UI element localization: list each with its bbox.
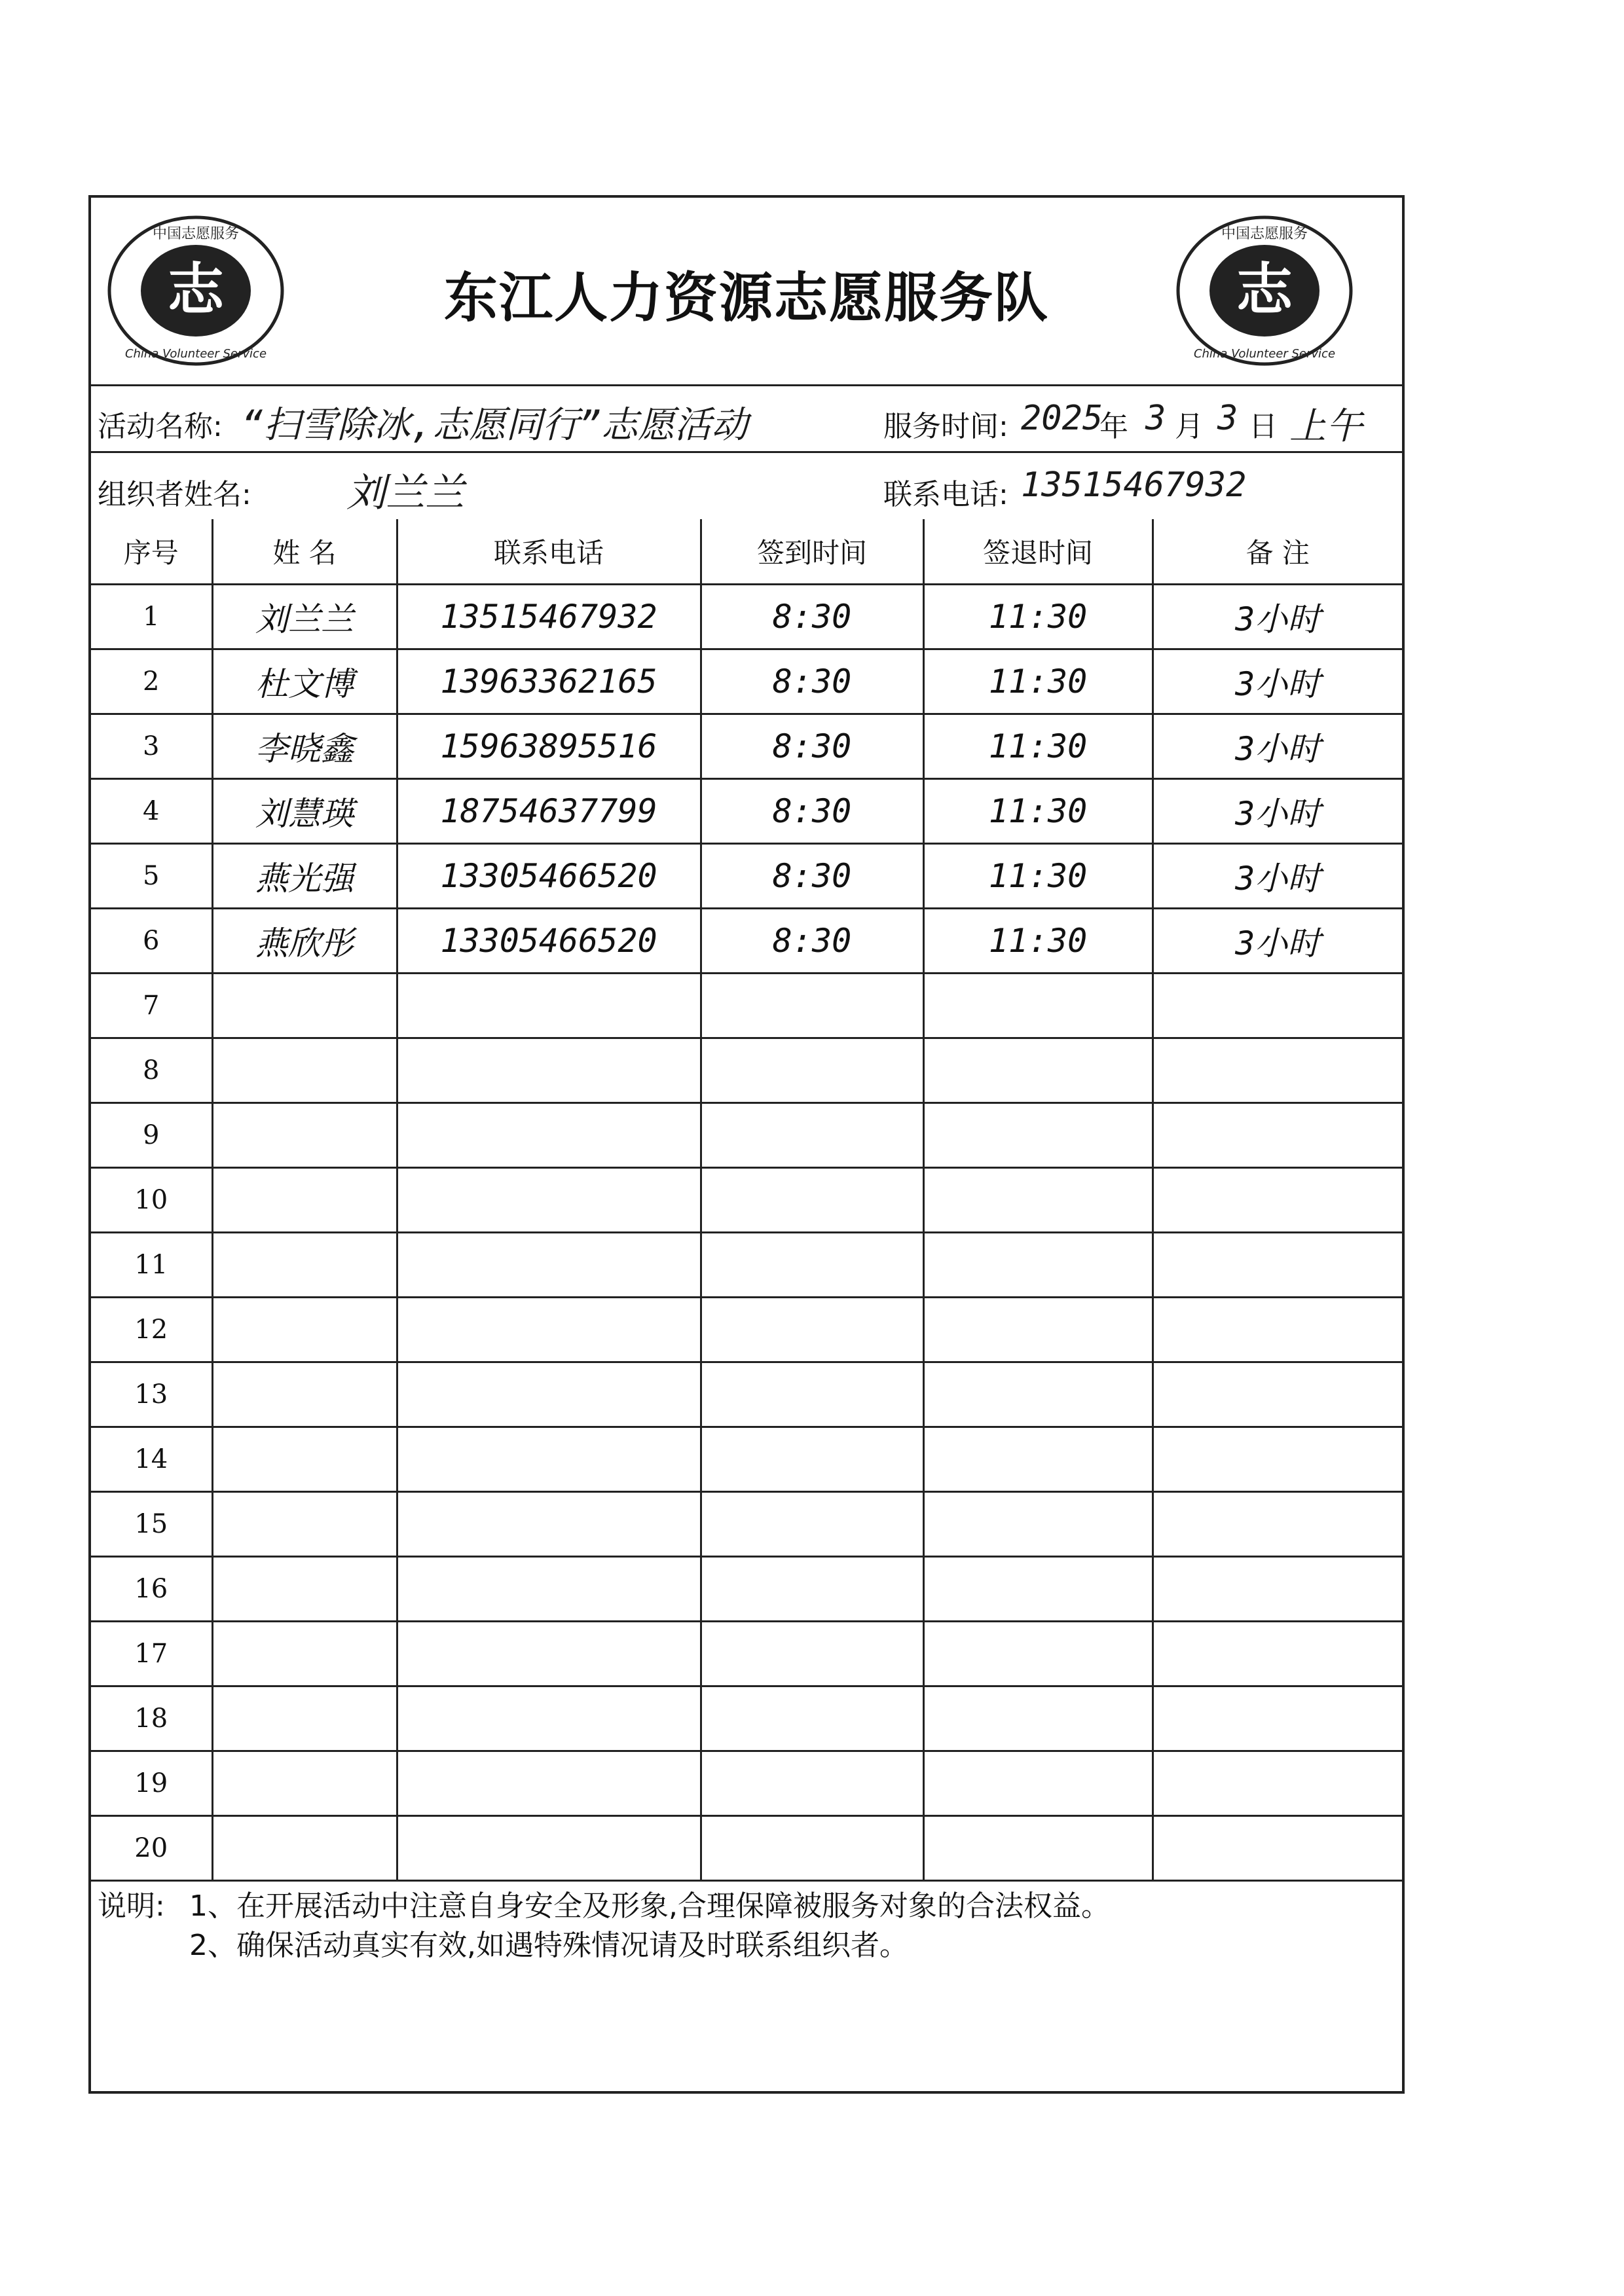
row-sign-in (701, 1622, 923, 1686)
row-sign-out (923, 1751, 1153, 1816)
note-line-1: 1、在开展活动中注意自身安全及形象,合理保障被服务对象的合法权益。 (189, 1889, 1110, 1923)
row-phone (397, 1557, 701, 1622)
row-index: 6 (91, 909, 212, 974)
row-phone: 13963362165 (397, 649, 701, 714)
row-name: 杜文博 (212, 649, 397, 714)
row-index: 13 (91, 1362, 212, 1427)
row-remarks (1153, 1751, 1402, 1816)
row-name: 燕欣彤 (212, 909, 397, 974)
row-sign-in (701, 1557, 923, 1622)
contact-phone-label: 联系电话: (883, 478, 1008, 511)
organizer-name-label: 组织者姓名: (98, 478, 251, 511)
row-index: 11 (91, 1233, 212, 1298)
row-remarks: 3小时 (1153, 779, 1402, 844)
row-remarks (1153, 1038, 1402, 1103)
row-sign-out (923, 1427, 1153, 1492)
row-sign-in (701, 1233, 923, 1298)
row-remarks (1153, 1427, 1402, 1492)
row-remarks: 3小时 (1153, 844, 1402, 909)
activity-name-value: “扫雪除冰,志愿同行”志愿活动 (242, 404, 748, 446)
table-row (91, 585, 1402, 649)
table-row (91, 1103, 1402, 1168)
table-row (91, 1751, 1402, 1816)
row-sign-out (923, 1362, 1153, 1427)
row-sign-in (701, 1103, 923, 1168)
row-remarks (1153, 1103, 1402, 1168)
row-sign-in (701, 1427, 923, 1492)
row-name (212, 1168, 397, 1233)
row-phone: 15963895516 (397, 714, 701, 779)
row-phone (397, 1038, 701, 1103)
row-index: 2 (91, 649, 212, 714)
row-remarks: 3小时 (1153, 649, 1402, 714)
row-phone (397, 1492, 701, 1557)
year-unit: 年 (1099, 410, 1128, 443)
row-sign-in: 8:30 (701, 585, 923, 649)
row-sign-in (701, 1168, 923, 1233)
row-sign-out (923, 1298, 1153, 1362)
row-name: 刘慧瑛 (212, 779, 397, 844)
page-title: 东江人力资源志愿服务队 (443, 266, 1049, 329)
table-row (91, 974, 1402, 1038)
notes-section (91, 1815, 1402, 2092)
header-index: 序号 (91, 519, 212, 585)
row-index: 4 (91, 779, 212, 844)
row-name (212, 1751, 397, 1816)
row-remarks: 3小时 (1153, 714, 1402, 779)
row-phone (397, 1233, 701, 1298)
china-volunteer-logo-right (1173, 212, 1356, 369)
row-remarks (1153, 1492, 1402, 1557)
row-name (212, 974, 397, 1038)
row-index: 12 (91, 1298, 212, 1362)
row-sign-out (923, 1557, 1153, 1622)
row-name (212, 1233, 397, 1298)
row-index: 3 (91, 714, 212, 779)
row-name (212, 1557, 397, 1622)
contact-phone-value: 13515467932 (1021, 465, 1247, 505)
header-remarks: 备 注 (1153, 519, 1402, 585)
row-name: 李晓鑫 (212, 714, 397, 779)
row-index: 5 (91, 844, 212, 909)
header-name: 姓 名 (212, 519, 397, 585)
row-phone: 13305466520 (397, 909, 701, 974)
row-sign-out: 11:30 (923, 909, 1153, 974)
day-unit: 日 (1249, 410, 1278, 443)
notes-label: 说明: (98, 1889, 165, 1923)
row-sign-in: 8:30 (701, 844, 923, 909)
row-phone (397, 1298, 701, 1362)
row-phone: 13305466520 (397, 844, 701, 909)
row-sign-in (701, 1362, 923, 1427)
row-index: 8 (91, 1038, 212, 1103)
row-remarks: 3小时 (1153, 909, 1402, 974)
row-name (212, 1686, 397, 1751)
svg-text:中国志愿服务: 中国志愿服务 (1221, 226, 1308, 242)
table-row (91, 1168, 1402, 1233)
svg-text:China Volunteer Service: China Volunteer Service (124, 347, 267, 361)
row-sign-out: 11:30 (923, 714, 1153, 779)
row-name (212, 1103, 397, 1168)
row-sign-in (701, 1038, 923, 1103)
table-row (91, 1362, 1402, 1427)
row-name (212, 1362, 397, 1427)
table-row (91, 1233, 1402, 1298)
table-row (91, 844, 1402, 909)
svg-text:China Volunteer Service: China Volunteer Service (1193, 347, 1336, 361)
row-sign-in (701, 1492, 923, 1557)
row-remarks (1153, 1298, 1402, 1362)
service-day: 3 (1217, 399, 1238, 438)
row-phone (397, 974, 701, 1038)
row-sign-out: 11:30 (923, 649, 1153, 714)
table-row (91, 1686, 1402, 1751)
row-phone (397, 1686, 701, 1751)
row-sign-out: 11:30 (923, 585, 1153, 649)
row-sign-out (923, 1622, 1153, 1686)
svg-text:志: 志 (168, 257, 224, 323)
table-row (91, 909, 1402, 974)
row-remarks (1153, 1686, 1402, 1751)
row-index: 15 (91, 1492, 212, 1557)
volunteer-table (91, 519, 1402, 1882)
row-remarks (1153, 1557, 1402, 1622)
row-sign-out (923, 974, 1153, 1038)
organizer-info-row (91, 451, 1402, 519)
table-row (91, 1038, 1402, 1103)
service-month: 3 (1145, 399, 1166, 438)
row-name: 燕光强 (212, 844, 397, 909)
row-sign-in (701, 974, 923, 1038)
row-sign-out (923, 1686, 1153, 1751)
row-index: 9 (91, 1103, 212, 1168)
note-line-2: 2、确保活动真实有效,如遇特殊情况请及时联系组织者。 (189, 1929, 908, 1962)
table-row (91, 779, 1402, 844)
row-sign-out (923, 1492, 1153, 1557)
row-remarks (1153, 1233, 1402, 1298)
signin-sheet (88, 195, 1405, 2094)
row-remarks (1153, 1362, 1402, 1427)
row-index: 14 (91, 1427, 212, 1492)
header-phone: 联系电话 (397, 519, 701, 585)
row-sign-out (923, 1233, 1153, 1298)
row-sign-out: 11:30 (923, 779, 1153, 844)
row-name (212, 1622, 397, 1686)
table-row (91, 1492, 1402, 1557)
row-index: 10 (91, 1168, 212, 1233)
row-name: 刘兰兰 (212, 585, 397, 649)
row-sign-out (923, 1103, 1153, 1168)
row-name (212, 1298, 397, 1362)
row-index: 17 (91, 1622, 212, 1686)
row-sign-in: 8:30 (701, 714, 923, 779)
svg-text:中国志愿服务: 中国志愿服务 (152, 226, 240, 242)
service-period: 上午 (1289, 405, 1363, 448)
row-index: 18 (91, 1686, 212, 1751)
row-sign-in: 8:30 (701, 909, 923, 974)
month-unit: 月 (1175, 410, 1204, 443)
row-remarks (1153, 1168, 1402, 1233)
table-row (91, 1298, 1402, 1362)
row-name (212, 1492, 397, 1557)
row-remarks (1153, 974, 1402, 1038)
row-sign-in: 8:30 (701, 649, 923, 714)
table-row (91, 714, 1402, 779)
title-section (91, 198, 1402, 386)
row-index: 20 (91, 1816, 212, 1881)
row-index: 16 (91, 1557, 212, 1622)
table-row (91, 1557, 1402, 1622)
row-phone (397, 1168, 701, 1233)
row-phone (397, 1362, 701, 1427)
row-sign-in (701, 1686, 923, 1751)
svg-text:志: 志 (1236, 257, 1293, 323)
table-row (91, 649, 1402, 714)
row-phone: 18754637799 (397, 779, 701, 844)
row-sign-out (923, 1038, 1153, 1103)
row-name (212, 1038, 397, 1103)
row-phone (397, 1103, 701, 1168)
table-header-row (91, 519, 1402, 585)
header-sign-in-time: 签到时间 (701, 519, 923, 585)
header-sign-out-time: 签退时间 (923, 519, 1153, 585)
row-remarks (1153, 1622, 1402, 1686)
row-sign-in: 8:30 (701, 779, 923, 844)
row-name (212, 1427, 397, 1492)
row-sign-in (701, 1751, 923, 1816)
service-time-label: 服务时间: (883, 410, 1008, 443)
row-sign-out: 11:30 (923, 844, 1153, 909)
row-index: 7 (91, 974, 212, 1038)
activity-name-label: 活动名称: (98, 410, 223, 443)
row-phone: 13515467932 (397, 585, 701, 649)
row-phone (397, 1751, 701, 1816)
service-year: 2025 (1021, 399, 1103, 438)
table-row (91, 1622, 1402, 1686)
row-remarks: 3小时 (1153, 585, 1402, 649)
row-index: 1 (91, 585, 212, 649)
row-sign-out (923, 1168, 1153, 1233)
row-sign-in (701, 1298, 923, 1362)
table-row (91, 1427, 1402, 1492)
row-phone (397, 1622, 701, 1686)
activity-info-row (91, 384, 1402, 453)
row-index: 19 (91, 1751, 212, 1816)
row-phone (397, 1427, 701, 1492)
organizer-name-value: 刘兰兰 (346, 470, 464, 516)
